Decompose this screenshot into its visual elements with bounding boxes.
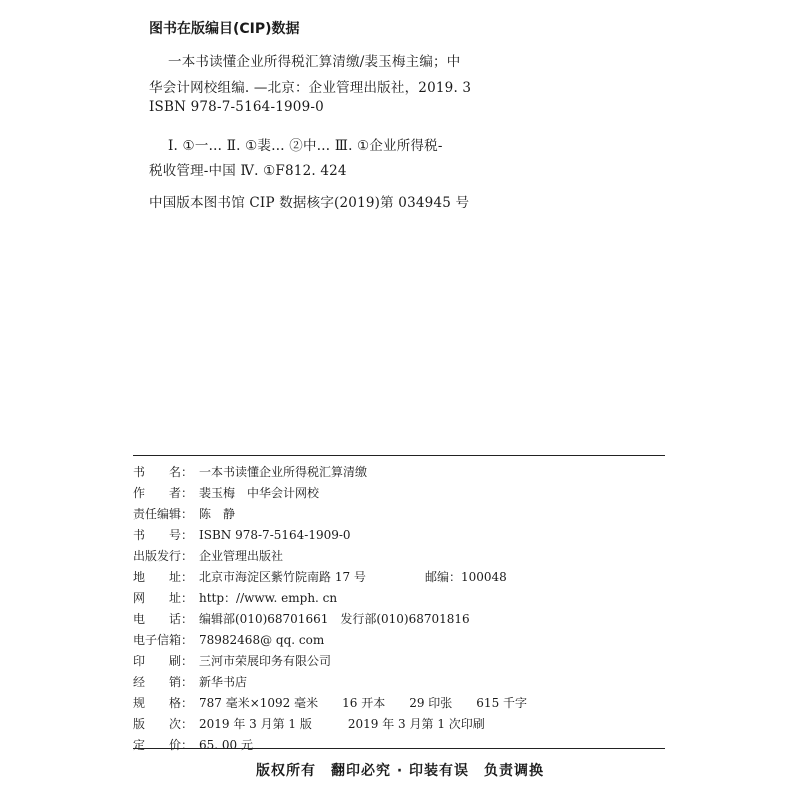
cip-classification-1: Ⅰ. ①一… Ⅱ. ①裴… ②中… Ⅲ. ①企业所得税- <box>168 138 443 154</box>
info-label: 定 价： <box>133 738 194 752</box>
info-value: 787 毫米×1092 毫米 16 开本 29 印张 615 千字 <box>199 696 528 710</box>
copyright-footer: 版权所有 翻印必究 · 印装有误 负责调换 <box>255 763 545 779</box>
cip-title-line-1: 一本书读懂企业所得税汇算清缴/裴玉梅主编；中 <box>168 54 461 70</box>
cip-heading: 图书在版编目(CIP)数据 <box>149 21 300 37</box>
info-label: 电子信箱： <box>133 633 194 647</box>
info-value: 78982468@ qq. com <box>199 633 325 647</box>
info-value: 65. 00 元 <box>199 738 253 752</box>
info-value: http：//www. emph. cn <box>199 591 338 605</box>
info-value: 新华书店 <box>199 675 248 689</box>
info-value: ISBN 978-7-5164-1909-0 <box>199 528 351 542</box>
info-label: 电 话： <box>133 612 194 626</box>
cip-title-line-2: 华会计网校组编. —北京：企业管理出版社，2019. 3 <box>149 80 472 96</box>
info-value: 北京市海淀区紫竹院南路 17 号 <box>199 570 366 584</box>
info-label: 出版发行： <box>133 549 194 563</box>
top-rule <box>133 455 665 456</box>
info-label: 印 刷： <box>133 654 194 668</box>
info-label: 书 号： <box>133 528 194 542</box>
info-value: 陈 静 <box>199 507 236 521</box>
info-label: 版 次： <box>133 717 194 731</box>
info-label: 责任编辑： <box>133 507 194 521</box>
info-label: 书 名： <box>133 465 194 479</box>
info-value: 裴玉梅 中华会计网校 <box>199 486 320 500</box>
bottom-rule <box>133 748 665 749</box>
cip-record-number: 中国版本图书馆 CIP 数据核字(2019)第 034945 号 <box>149 195 470 211</box>
info-label: 网 址： <box>133 591 194 605</box>
info-value: 编辑部(010)68701661 发行部(010)68701816 <box>199 612 470 626</box>
info-value: 企业管理出版社 <box>199 549 284 563</box>
info-value: 一本书读懂企业所得税汇算清缴 <box>199 465 368 479</box>
info-label: 地 址： <box>133 570 194 584</box>
cip-isbn: ISBN 978-7-5164-1909-0 <box>149 99 324 115</box>
cip-classification-2: 税收管理-中国 Ⅳ. ①F812. 424 <box>149 163 347 179</box>
info-value: 三河市荣展印务有限公司 <box>199 654 332 668</box>
info-label: 经 销： <box>133 675 194 689</box>
info-postcode: 邮编：100048 <box>425 570 507 584</box>
info-value: 2019 年 3 月第 1 版 2019 年 3 月第 1 次印刷 <box>199 717 485 731</box>
info-label: 作 者： <box>133 486 194 500</box>
info-label: 规 格： <box>133 696 194 710</box>
